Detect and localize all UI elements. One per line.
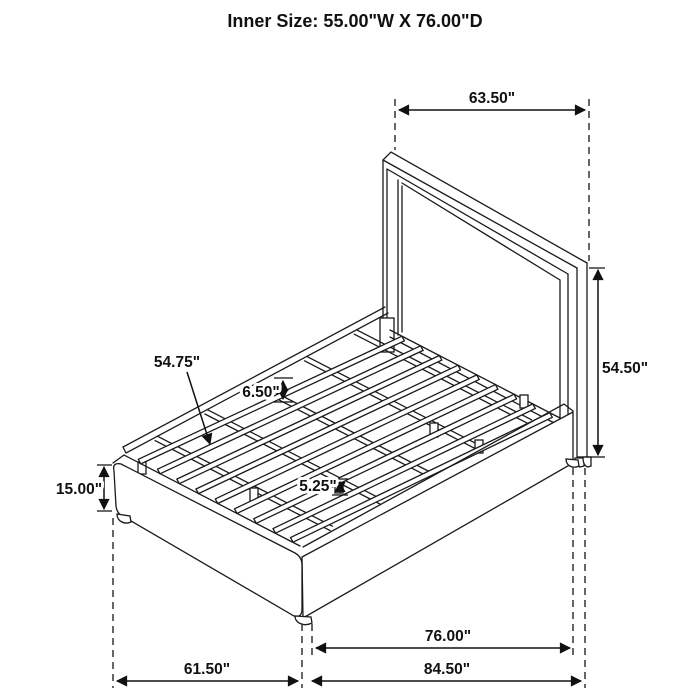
dim-headboard-height	[577, 268, 648, 457]
dim-slat-spacing-label: 6.50"	[242, 384, 280, 401]
support-leg	[520, 395, 528, 408]
dim-slat-length-label: 54.75"	[153, 354, 201, 371]
dim-inner-depth	[316, 628, 570, 648]
dim-footboard-height	[56, 465, 112, 511]
dim-overall-depth	[312, 661, 581, 681]
dim-inner-depth-label: 76.00"	[424, 628, 472, 645]
dim-headboard-height-label: 54.50"	[602, 360, 649, 377]
dim-overall-depth-label: 84.50"	[423, 661, 471, 678]
dim-headboard-width-label: 63.50"	[468, 90, 516, 107]
dim-footboard-height-label: 15.00"	[55, 481, 103, 498]
dim-footboard-width	[117, 661, 298, 681]
dim-footboard-width-label: 61.50"	[183, 661, 231, 678]
foot-left	[117, 514, 131, 523]
dim-slat-gap-lower-label: 5.25"	[299, 478, 337, 495]
dim-headboard-width	[395, 90, 589, 261]
foot-front	[295, 616, 312, 625]
page-title: Inner Size: 55.00"W X 76.00"D	[227, 11, 483, 31]
